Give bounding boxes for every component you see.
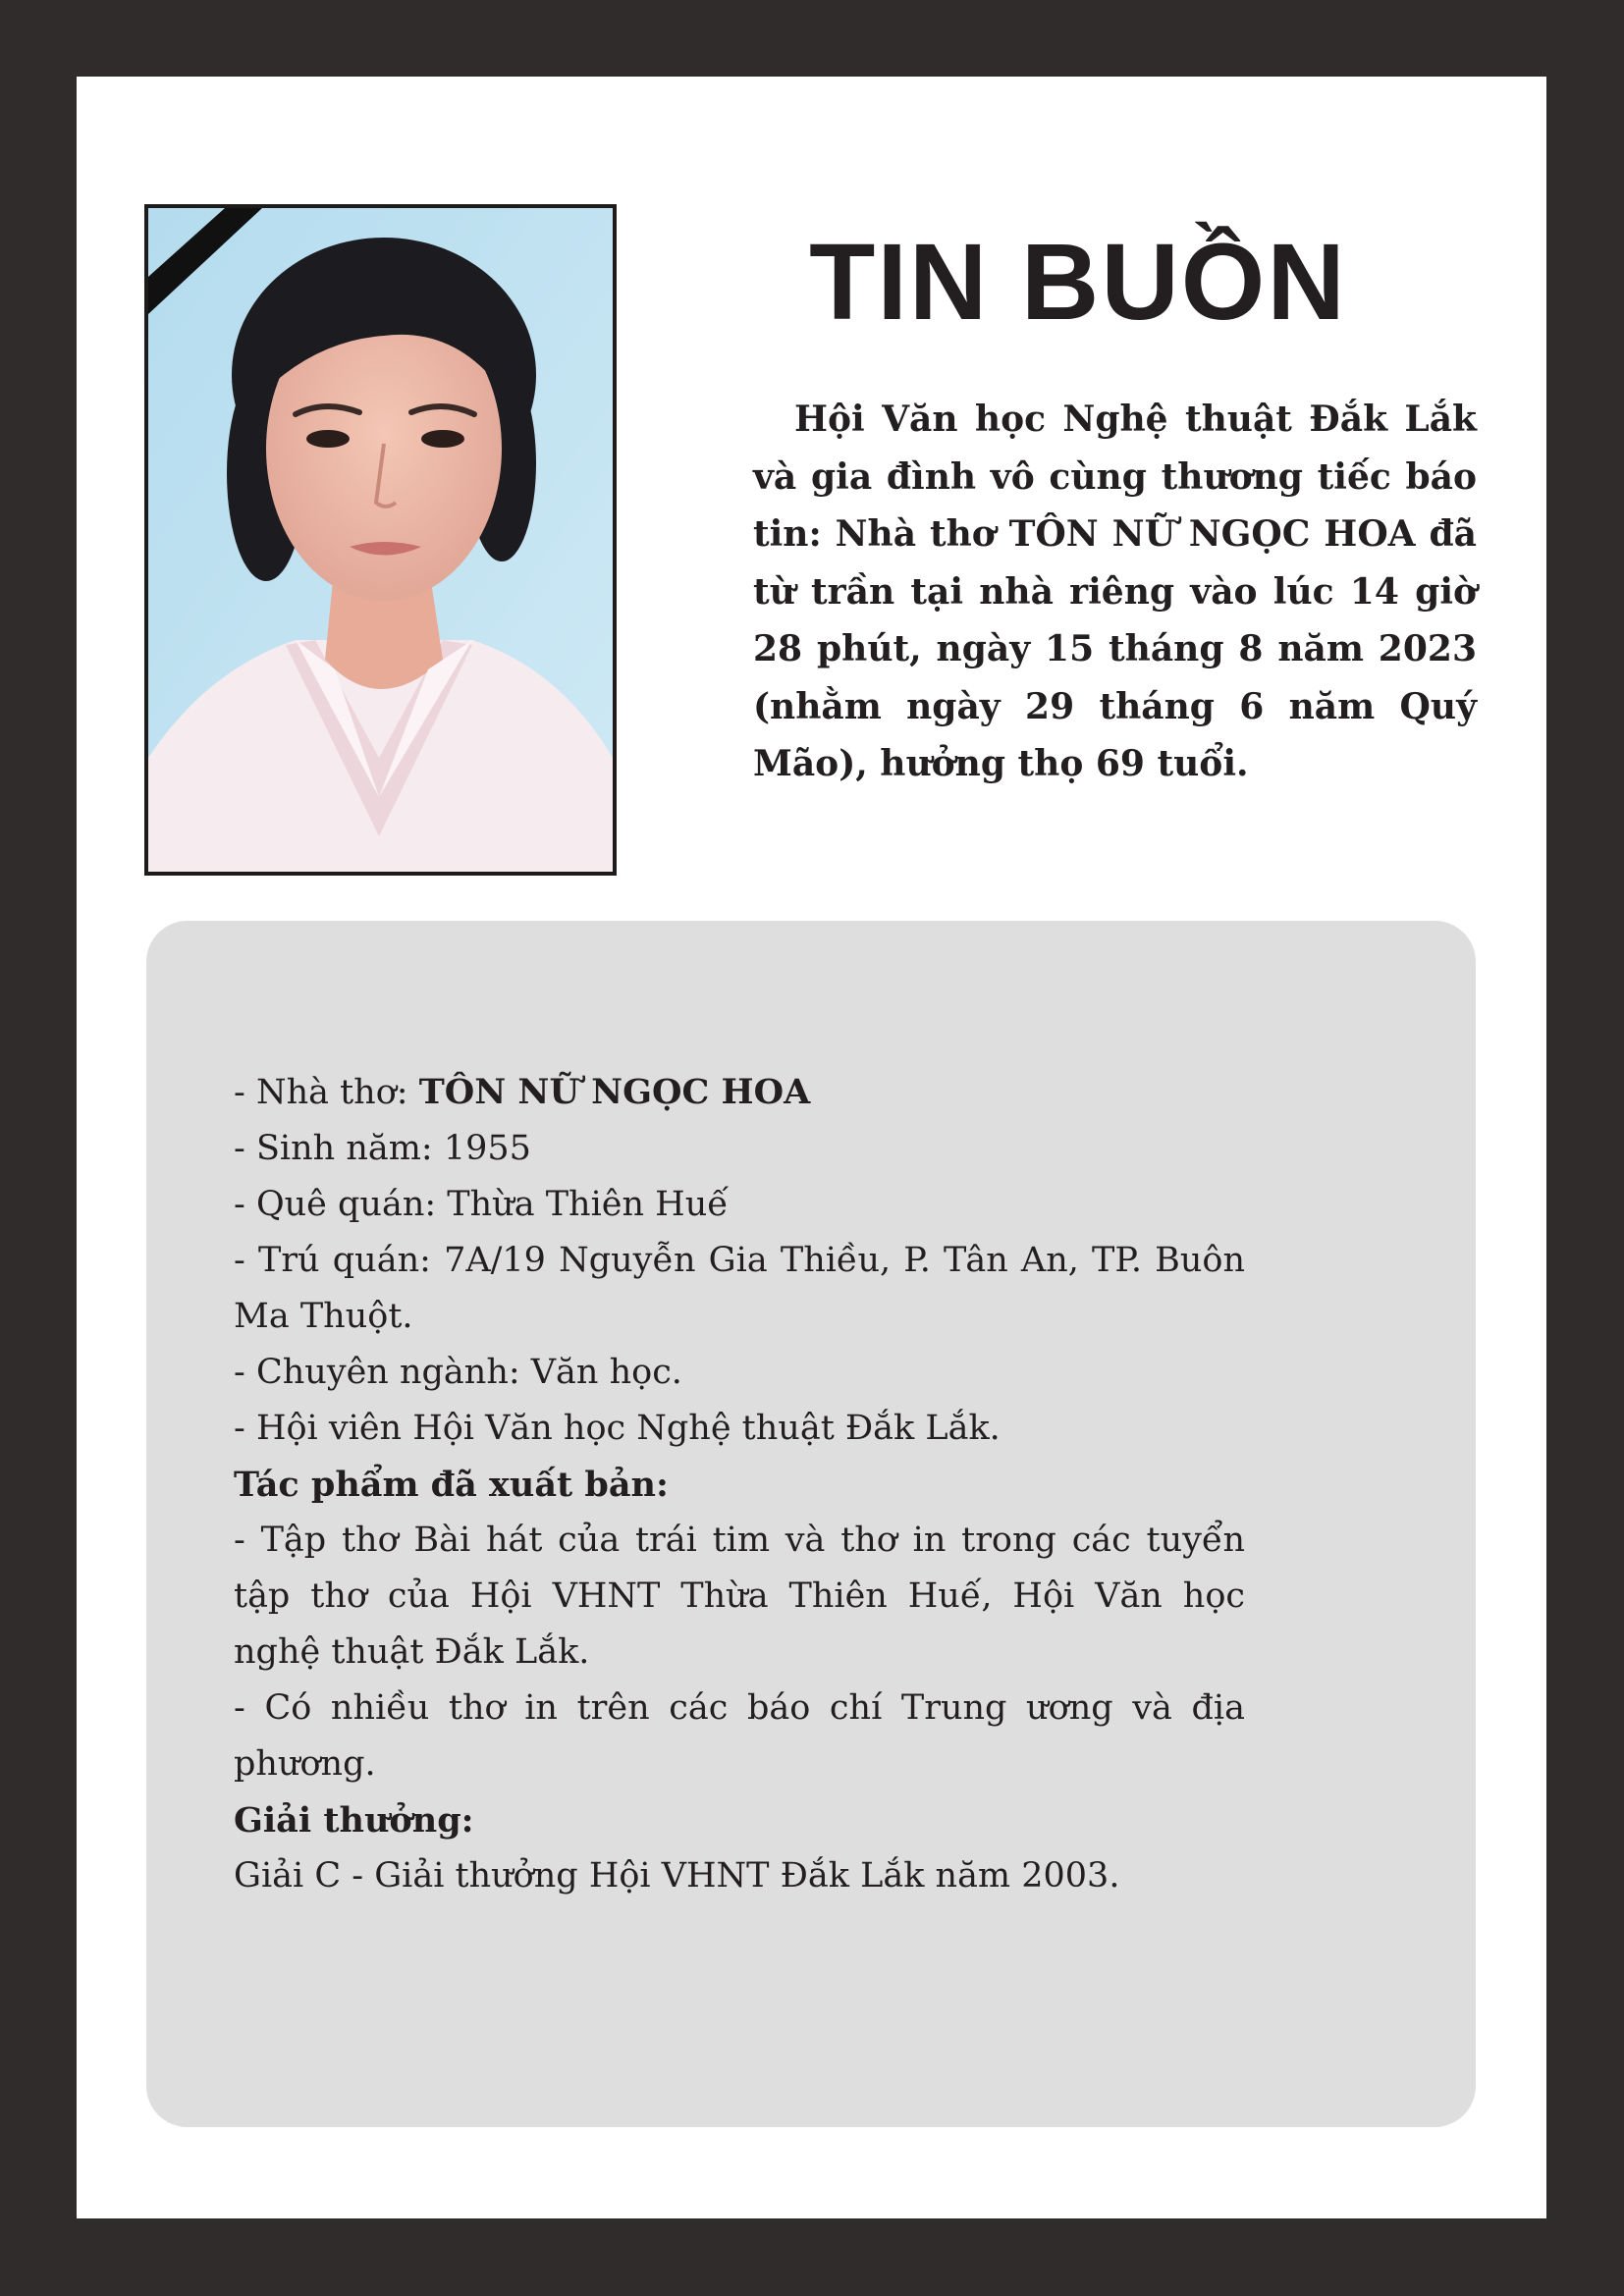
works-heading: Tác phẩm đã xuất bản:: [234, 1465, 669, 1505]
announcement-text: Hội Văn học Nghệ thuật Đắk Lắk và gia đình vô cùng thương tiếc báo tin: Nhà thơ TÔN NỮ NGỌC HOA đã từ trần tại nhà riêng vào lúc 14 giờ 28 phút, ngày 15 tháng 8 năm 2023 (nhằm ngày 29 tháng 6 năm Quý Mão), hưởng thọ 69 tuổi.: [753, 399, 1477, 784]
works-item-1: - Tập thơ Bài hát của trái tim và thơ in trong các tuyển tập thơ của Hội VHNT Thừa Thiên Huế, Hội Văn học nghệ thuật Đắk Lắk.: [234, 1521, 1245, 1672]
residence-line: - Trú quán: 7A/19 Nguyễn Gia Thiều, P. Tân An, TP. Buôn Ma Thuột.: [234, 1241, 1245, 1336]
works-item-2: - Có nhiều thơ in trên các báo chí Trung ương và địa phương.: [234, 1688, 1245, 1784]
hometown-line: - Quê quán: Thừa Thiên Huế: [234, 1185, 729, 1224]
biography-text: [234, 1064, 1245, 1904]
portrait-photo: [144, 204, 617, 876]
award-item-1: Giải C - Giải thưởng Hội VHNT Đắk Lắk năm 2003.: [234, 1856, 1120, 1896]
awards-heading: Giải thưởng:: [234, 1800, 474, 1841]
portrait-photo-illustration: [148, 208, 613, 872]
specialty-line: - Chuyên ngành: Văn học.: [234, 1353, 682, 1392]
poet-label: - Nhà thơ:: [234, 1073, 419, 1112]
obituary-page: [77, 77, 1546, 2218]
page-title: TIN BUỒN: [809, 222, 1347, 343]
poet-name: TÔN NỮ NGỌC HOA: [418, 1072, 811, 1112]
birth-line: - Sinh năm: 1955: [234, 1129, 531, 1168]
poet-line: [234, 1064, 1245, 1121]
membership-line: - Hội viên Hội Văn học Nghệ thuật Đắk Lắk.: [234, 1409, 1001, 1448]
